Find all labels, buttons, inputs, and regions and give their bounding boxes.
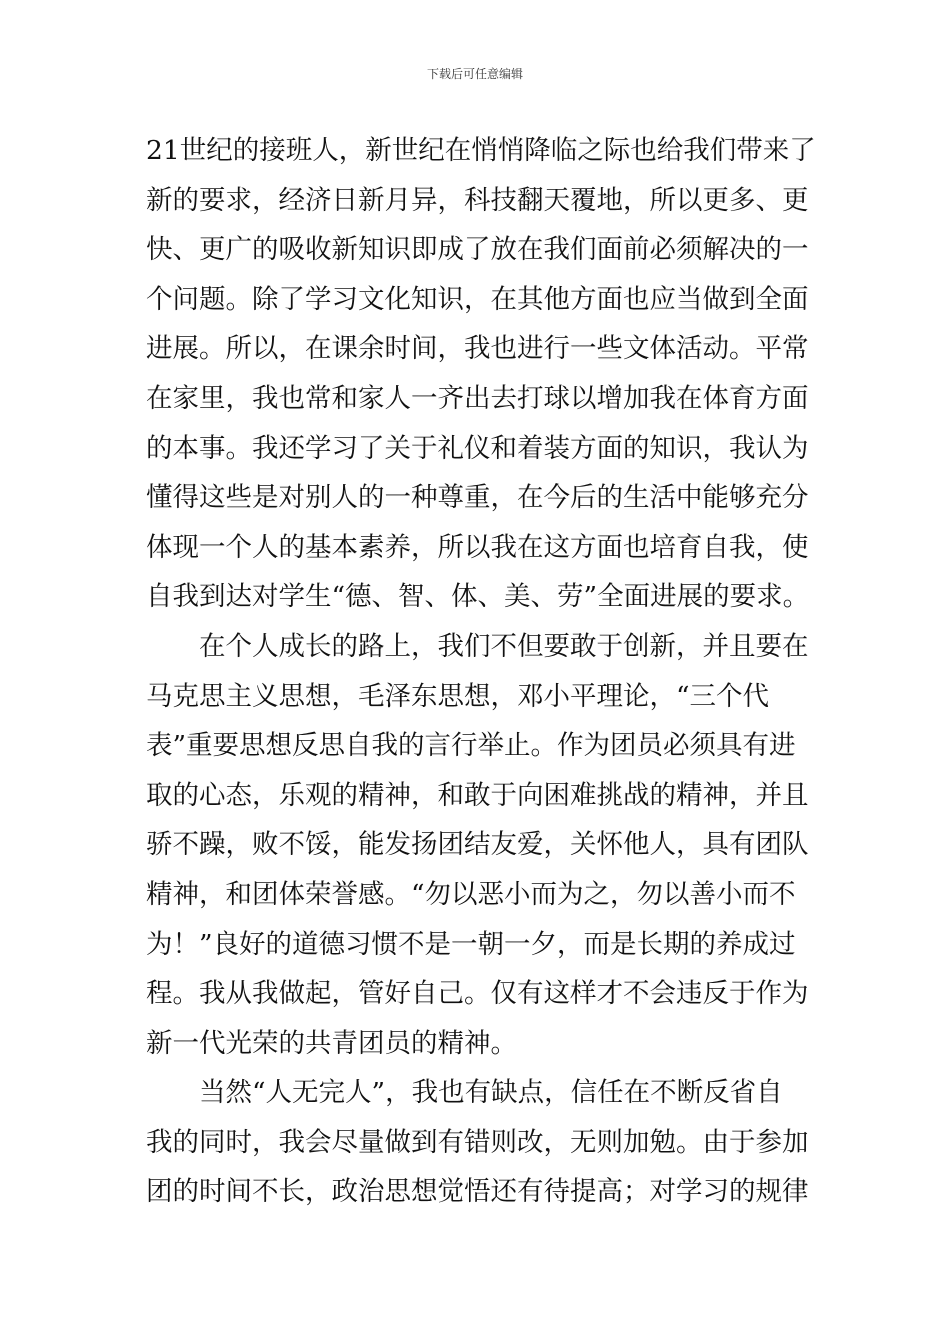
text-line: 取的心态，乐观的精神，和敢于向困难挑战的精神，并且 <box>146 779 809 811</box>
text-line: 进展。所以，在课余时间，我也进行一些文体活动。平常 <box>146 333 809 365</box>
text-line: 个问题。除了学习文化知识，在其他方面也应当做到全面 <box>146 283 809 315</box>
text-line: 在个人成长的路上，我们不但要敢于创新，并且要在 <box>146 630 809 662</box>
text-line: 为！”良好的道德习惯不是一朝一夕，而是长期的养成过 <box>146 928 796 960</box>
text-line: 自我到达对学生“德、智、体、美、劳”全面进展的要求。 <box>146 581 810 613</box>
header-note: 下载后可任意编辑 <box>426 67 523 81</box>
text-line: 精神，和团体荣誉感。“勿以恶小而为之，勿以善小而不 <box>146 878 796 910</box>
text-line: 我的同时，我会尽量做到有错则改，无则加勉。由于参加 <box>146 1126 809 1158</box>
text-line: 在家里，我也常和家人一齐出去打球以增加我在体育方面 <box>146 382 809 414</box>
text-line: 表”重要思想反思自我的言行举止。作为团员必须具有进 <box>146 730 796 762</box>
text-line: 程。我从我做起，管好自己。仅有这样才不会违反于作为 <box>146 978 809 1010</box>
text-line: 体现一个人的基本素养，所以我在这方面也培育自我，使 <box>146 531 809 563</box>
text-line: 当然“人无完人”，我也有缺点，信任在不断反省自 <box>146 1077 783 1109</box>
document-body <box>146 126 816 1217</box>
text-line: 快、更广的吸收新知识即成了放在我们面前必须解决的一 <box>146 234 809 266</box>
text-line: 21世纪的接班人，新世纪在悄悄降临之际也给我们带来了 <box>146 135 816 166</box>
text-line: 骄不躁，败不馁，能发扬团结友爱，关怀他人，具有团队 <box>146 829 809 861</box>
text-line: 的本事。我还学习了关于礼仪和着装方面的知识，我认为 <box>146 432 809 464</box>
text-line: 懂得这些是对别人的一种尊重，在今后的生活中能够充分 <box>146 482 809 514</box>
text-line: 马克思主义思想，毛泽东思想，邓小平理论，“三个代 <box>146 680 770 712</box>
text-line: 新的要求，经济日新月异，科技翻天覆地，所以更多、更 <box>146 184 809 216</box>
text-line: 新一代光荣的共青团员的精神。 <box>146 1027 517 1059</box>
text-line: 团的时间不长，政治思想觉悟还有待提高；对学习的规律 <box>146 1176 809 1208</box>
